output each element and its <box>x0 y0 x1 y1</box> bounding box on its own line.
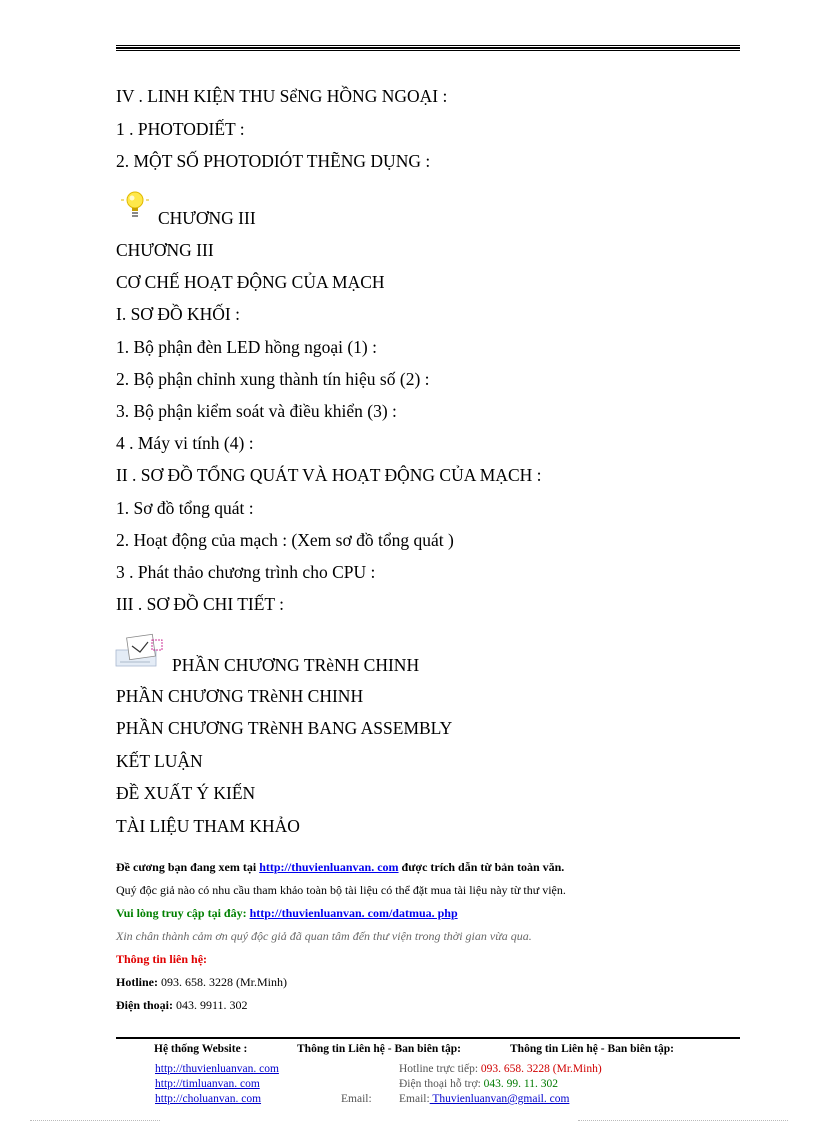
hotline-row <box>116 974 287 990</box>
footer-site-thuvienluanvan[interactable]: http://thuvienluanvan. com <box>155 1063 279 1075</box>
hotline-value: 093. 658. 3228 (Mr.Minh) <box>158 975 287 989</box>
footer-heading-contact: Thông tin Liên hệ - Ban biên tập: <box>297 1043 461 1055</box>
toc-line: 2. MỘT SỐ PHOTODIÓT THẼNG DỤNG : <box>116 151 431 171</box>
toc-line: 1 . PHOTODIẾT : <box>116 119 245 139</box>
footer-email-label-mid: Email: <box>341 1093 372 1105</box>
toc-line: PHẦN CHƯƠNG TRèNH CHINH <box>116 686 364 706</box>
notice-thanks: Xin chân thành cảm ơn quý độc giả đã quan tâm đến thư viện trong thời gian vừa qua. <box>116 929 532 943</box>
footer-site-choluanvan[interactable]: http://choluanvan. com <box>155 1093 262 1105</box>
footer-email-label: Email: <box>399 1093 430 1105</box>
header-rule <box>116 45 740 52</box>
footer-site-timluanvan[interactable]: http://timluanvan. com <box>155 1078 260 1090</box>
toc-line: 4 . Máy vi tính (4) : <box>116 433 254 453</box>
toc-line: I. SƠ ĐỒ KHỐI : <box>116 304 240 324</box>
datmua-link[interactable]: http://thuvienluanvan. com/datmua. php <box>249 906 458 920</box>
toc-line: 2. Hoạt động của mạch : (Xem sơ đồ tổng quát ) <box>116 530 454 550</box>
footer-phone-value: 043. 99. 11. 302 <box>480 1078 558 1090</box>
toc-line: TÀI LIỆU THAM KHẢO <box>116 816 300 836</box>
footer-phone-label: Điện thoại hỗ trợ: <box>399 1078 481 1090</box>
toc-line: 1. Bộ phận đèn LED hồng ngoại (1) : <box>116 337 377 357</box>
toc-line: 2. Bộ phận chỉnh xung thành tín hiệu số (2) : <box>116 369 430 389</box>
toc-line: 3 . Phát thảo chương trình cho CPU : <box>116 562 376 582</box>
toc-line: ĐỀ XUẤT Ý KIẾN <box>116 783 256 803</box>
notice-source <box>116 859 564 875</box>
toc-line: CHƯƠNG III <box>158 208 256 228</box>
toc-line: II . SƠ ĐỒ TỔNG QUÁT VÀ HOẠT ĐỘNG CỦA MẠCH : <box>116 465 542 485</box>
notice-purchase: Quý độc giả nào có nhu cầu tham khảo toàn bộ tài liệu có thể đặt mua tài liệu này từ thư viện. <box>116 883 566 897</box>
footer-heading-contact-2: Thông tin Liên hệ - Ban biên tập: <box>510 1043 674 1055</box>
footer-hotline-label: Hotline trực tiếp: <box>399 1063 479 1075</box>
toc-line: IV . LINH KIỆN THU SểNG HỒNG NGOẠI : <box>116 86 448 106</box>
contact-heading: Thông tin liên hệ: <box>116 952 208 966</box>
toc-line: PHẦN CHƯƠNG TRèNH CHINH <box>172 655 420 675</box>
footer-email <box>399 1092 569 1106</box>
toc-line: CHƯƠNG III <box>116 240 214 260</box>
document-clipart-icon <box>114 632 176 670</box>
toc-line: PHẦN CHƯƠNG TRèNH BANG ASSEMBLY <box>116 718 453 738</box>
bottom-dots-right <box>578 1120 788 1122</box>
phone-value: 043. 9911. 302 <box>173 998 248 1012</box>
hotline-label: Hotline: <box>116 975 158 989</box>
phone-row <box>116 997 248 1013</box>
notice-text: được trích dẫn từ bản toàn văn. <box>398 860 565 874</box>
lightbulb-icon <box>120 190 150 224</box>
notice-text: Đề cương bạn đang xem tại <box>116 860 260 874</box>
footer-rule <box>116 1037 740 1039</box>
footer-email-link[interactable]: Thuvienluanvan@gmail. com <box>429 1093 570 1105</box>
footer-hotline-value: 093. 658. 3228 (Mr.Minh) <box>478 1063 602 1075</box>
toc-line: 1. Sơ đồ tổng quát : <box>116 498 254 518</box>
notice-access-label: Vui lòng truy cập tại đây: <box>116 906 250 920</box>
notice-access <box>116 905 458 921</box>
toc-line: III . SƠ ĐỒ CHI TIẾT : <box>116 594 285 614</box>
thuvienluanvan-link[interactable]: http://thuvienluanvan. com <box>259 860 399 874</box>
bottom-dots-left <box>30 1120 160 1122</box>
phone-label: Điện thoại: <box>116 998 173 1012</box>
footer-hotline <box>399 1062 602 1076</box>
toc-line: 3. Bộ phận kiểm soát và điều khiển (3) : <box>116 401 397 421</box>
toc-line: KẾT LUẬN <box>116 751 203 771</box>
toc-line: CƠ CHẾ HOẠT ĐỘNG CỦA MẠCH <box>116 272 385 292</box>
footer-phone <box>399 1077 558 1091</box>
footer-heading-websites: Hệ thống Website : <box>154 1043 248 1055</box>
